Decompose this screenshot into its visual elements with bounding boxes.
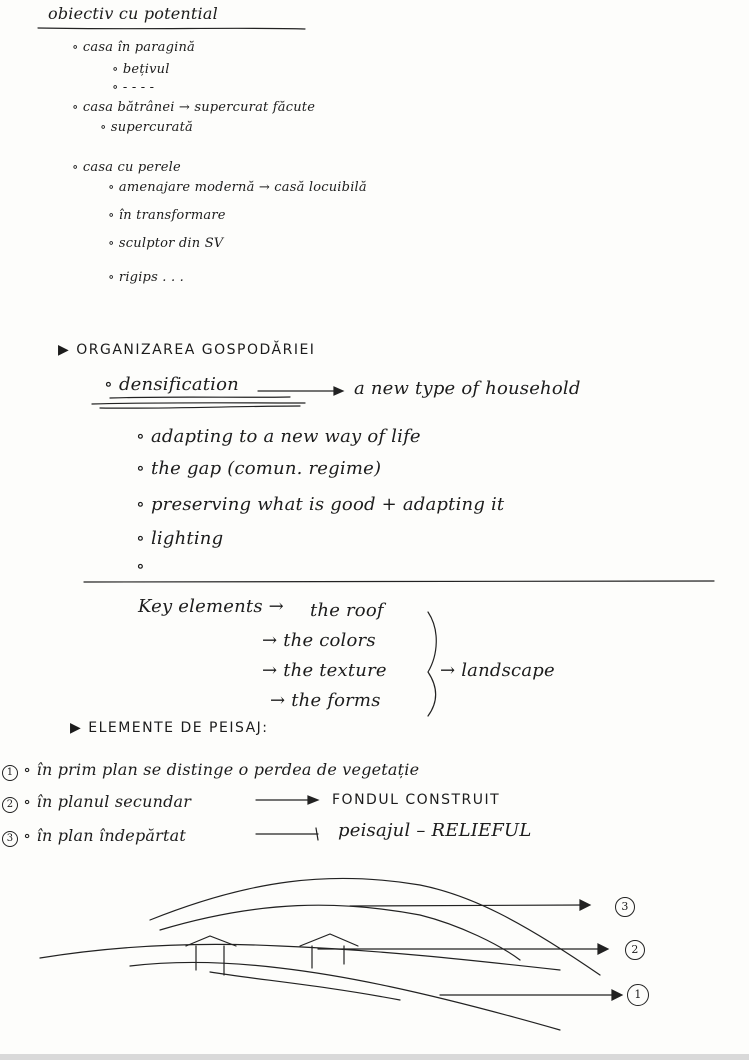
- triangle-bullet-icon: ▶: [58, 342, 77, 358]
- sketch-arrow-3: [350, 905, 586, 906]
- triangle-bullet-icon: ▶: [70, 720, 89, 736]
- page-edge: [0, 1054, 749, 1060]
- key-element-item: → the forms: [270, 690, 381, 711]
- circled-number: 2: [2, 797, 18, 813]
- circled-number: 1: [2, 765, 18, 781]
- list-subitem: ∘ bețivul: [112, 62, 170, 77]
- list-subitem: ∘ sculptor din SV: [108, 236, 224, 251]
- list-item: ∘ adapting to a new way of life: [136, 426, 421, 447]
- list-subitem: ∘ supercurată: [100, 120, 193, 135]
- plan-item: 1 ∘ în prim plan se distinge o perdea de vegetație: [2, 760, 419, 781]
- densification-result: a new type of household: [354, 378, 581, 399]
- list-item: ∘ lighting: [136, 528, 224, 549]
- list-item: ∘ the gap (comun. regime): [136, 458, 382, 479]
- list-subitem: ∘ - - - -: [112, 80, 155, 95]
- circled-number: 3: [2, 831, 18, 847]
- list-item: ∘ preserving what is good + adapting it: [136, 494, 505, 515]
- section3-heading: ▶ ELEMENTE DE PEISAJ:: [70, 720, 269, 736]
- densification-underline: [110, 397, 290, 398]
- key-elements-result: → landscape: [440, 660, 555, 681]
- sketch-horizon: [40, 944, 560, 970]
- key-element-item: → the texture: [262, 660, 387, 681]
- sketch-marker: 3: [615, 897, 635, 917]
- list-item: ∘ casa cu perele: [72, 160, 181, 175]
- plan-target: FONDUL CONSTRUIT: [332, 792, 501, 808]
- title-underline: [38, 28, 305, 29]
- list-item-label: casa în paragină: [82, 40, 195, 55]
- list-item-label: casa bătrânei → supercurat făcute: [82, 100, 316, 115]
- section1-title: obiectiv cu potential: [48, 4, 218, 23]
- list-item: ∘: [136, 556, 146, 577]
- sketch-mountain: [150, 878, 600, 975]
- plan-target: peisajul – RELIEFUL: [338, 820, 532, 841]
- densification-label: ∘ densification: [104, 374, 239, 395]
- list-subitem: ∘ rigips . . .: [108, 270, 184, 285]
- brace: [428, 612, 436, 716]
- list-item: ∘ casa bătrânei → supercurat făcute: [72, 100, 316, 115]
- section-divider: [84, 581, 714, 582]
- sketch-house: [300, 934, 358, 946]
- key-element-item: the roof: [310, 600, 384, 621]
- sketch-marker: 2: [625, 940, 645, 960]
- list-item-label: casa cu perele: [82, 160, 181, 175]
- plan-item: 3 ∘ în plan îndepărtat: [2, 826, 186, 847]
- list-subitem: ∘ amenajare modernă → casă locuibilă: [108, 180, 367, 195]
- sketch-marker: 1: [627, 984, 649, 1006]
- list-subitem: ∘ în transformare: [108, 208, 226, 223]
- section2-heading: ▶ ORGANIZAREA GOSPODĂRIEI: [58, 342, 316, 358]
- key-elements-label: Key elements →: [138, 596, 284, 617]
- plan-item: 2 ∘ în planul secundar: [2, 792, 191, 813]
- key-element-item: → the colors: [262, 630, 376, 651]
- list-item: ∘ casa în paragină: [72, 40, 195, 55]
